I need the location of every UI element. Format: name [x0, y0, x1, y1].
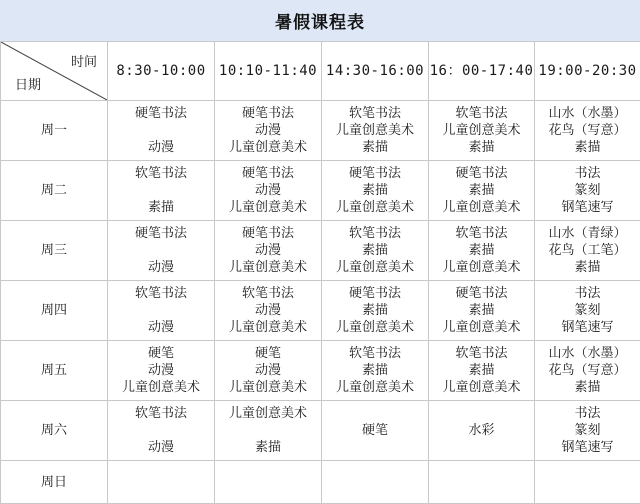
course-line: [108, 242, 214, 259]
course-line: 硬笔: [108, 345, 214, 362]
course-line: 素描: [535, 259, 640, 276]
course-line: 软笔书法: [322, 345, 428, 362]
course-line: [108, 302, 214, 319]
course-line: 动漫: [215, 122, 321, 139]
course-list: [429, 461, 534, 503]
course-line: 书法: [535, 285, 640, 302]
course-line: 花鸟（工笔）: [535, 242, 640, 259]
course-list: [429, 161, 534, 220]
course-list: [108, 341, 214, 400]
course-cell: [108, 221, 215, 281]
course-line: [108, 122, 214, 139]
course-list: [215, 221, 321, 280]
course-line: 硬笔书法: [215, 105, 321, 122]
course-line: 动漫: [108, 439, 214, 456]
course-line: [215, 422, 321, 439]
table-row: [1, 341, 640, 401]
corner-cell: [1, 42, 108, 101]
course-cell: [108, 461, 215, 504]
course-line: 钢笔速写: [535, 199, 640, 216]
course-list: [535, 101, 640, 160]
course-cell: [535, 341, 640, 401]
course-line: 书法: [535, 405, 640, 422]
course-line: 动漫: [108, 259, 214, 276]
day-label: 周五: [1, 341, 108, 401]
course-line: 软笔书法: [215, 285, 321, 302]
course-cell: [215, 401, 322, 461]
course-cell: [322, 461, 429, 504]
course-cell: [215, 101, 322, 161]
course-line: 儿童创意美术: [322, 122, 428, 139]
course-line: 动漫: [108, 139, 214, 156]
day-label: 周四: [1, 281, 108, 341]
course-cell: [322, 221, 429, 281]
course-list: [535, 281, 640, 340]
course-cell: [215, 281, 322, 341]
course-cell: [322, 281, 429, 341]
course-cell: [108, 101, 215, 161]
course-line: 硬笔书法: [322, 285, 428, 302]
course-list: [215, 401, 321, 460]
course-line: 动漫: [215, 182, 321, 199]
course-line: 儿童创意美术: [429, 319, 534, 336]
course-cell: [429, 221, 535, 281]
course-cell: [215, 461, 322, 504]
table-row: [1, 461, 640, 504]
course-line: 软笔书法: [429, 345, 534, 362]
course-list: [322, 461, 428, 503]
course-cell: [322, 161, 429, 221]
course-cell: [322, 341, 429, 401]
course-line: 软笔书法: [108, 405, 214, 422]
day-label: 周日: [1, 461, 108, 504]
course-line: 硬笔: [215, 345, 321, 362]
course-line: 花鸟（写意）: [535, 362, 640, 379]
course-line: 篆刻: [535, 302, 640, 319]
course-line: 素描: [322, 362, 428, 379]
course-line: 儿童创意美术: [322, 319, 428, 336]
course-line: 儿童创意美术: [429, 259, 534, 276]
course-list: [108, 221, 214, 280]
table-row: [1, 401, 640, 461]
course-list: [215, 101, 321, 160]
page-title: 暑假课程表: [0, 0, 640, 42]
course-cell: [429, 341, 535, 401]
course-list: [429, 341, 534, 400]
course-list: [108, 461, 214, 503]
course-cell: [535, 461, 640, 504]
course-line: 素描: [535, 139, 640, 156]
course-list: [429, 221, 534, 280]
course-list: [535, 161, 640, 220]
course-list: [429, 281, 534, 340]
course-line: 硬笔: [322, 422, 428, 439]
course-list: [108, 281, 214, 340]
course-line: 水彩: [429, 422, 534, 439]
course-list: [429, 401, 534, 460]
course-line: 硬笔书法: [322, 165, 428, 182]
course-line: 素描: [322, 182, 428, 199]
course-cell: [429, 461, 535, 504]
course-list: [108, 161, 214, 220]
course-line: [108, 182, 214, 199]
course-line: 软笔书法: [322, 105, 428, 122]
course-cell: [535, 281, 640, 341]
course-list: [429, 101, 534, 160]
course-line: 山水（水墨）: [535, 345, 640, 362]
course-list: [322, 341, 428, 400]
course-cell: [429, 281, 535, 341]
time-axis-label: 时间: [71, 54, 97, 71]
table-row: [1, 221, 640, 281]
time-slot-header: 8:30-10:00: [108, 42, 215, 101]
course-line: 动漫: [215, 302, 321, 319]
header-row: [1, 42, 640, 101]
course-line: 素描: [429, 182, 534, 199]
course-line: 动漫: [108, 319, 214, 336]
day-label: 周二: [1, 161, 108, 221]
course-list: [535, 221, 640, 280]
course-cell: [215, 161, 322, 221]
course-cell: [535, 401, 640, 461]
course-list: [108, 101, 214, 160]
course-line: 儿童创意美术: [215, 259, 321, 276]
table-row: [1, 101, 640, 161]
course-line: 花鸟（写意）: [535, 122, 640, 139]
course-line: 硬笔书法: [108, 105, 214, 122]
course-line: 儿童创意美术: [322, 259, 428, 276]
course-line: 软笔书法: [429, 105, 534, 122]
course-line: 软笔书法: [429, 225, 534, 242]
time-slot-header: 16：00-17:40: [429, 42, 535, 101]
course-list: [322, 221, 428, 280]
course-line: 山水（水墨）: [535, 105, 640, 122]
course-line: 软笔书法: [108, 165, 214, 182]
course-line: 硬笔书法: [429, 165, 534, 182]
day-label: 周一: [1, 101, 108, 161]
course-line: 素描: [535, 379, 640, 396]
course-line: 素描: [108, 199, 214, 216]
course-list: [322, 101, 428, 160]
table-row: [1, 161, 640, 221]
course-line: 儿童创意美术: [429, 122, 534, 139]
course-cell: [215, 341, 322, 401]
course-line: 硬笔书法: [108, 225, 214, 242]
course-cell: [108, 161, 215, 221]
course-line: 书法: [535, 165, 640, 182]
course-list: [535, 401, 640, 460]
course-line: 素描: [322, 139, 428, 156]
day-label: 周六: [1, 401, 108, 461]
course-line: 动漫: [108, 362, 214, 379]
course-list: [108, 401, 214, 460]
course-list: [322, 161, 428, 220]
course-line: 儿童创意美术: [322, 379, 428, 396]
course-line: 硬笔书法: [429, 285, 534, 302]
course-list: [322, 281, 428, 340]
course-list: [215, 161, 321, 220]
course-line: 儿童创意美术: [429, 379, 534, 396]
course-list: [535, 341, 640, 400]
course-cell: [108, 341, 215, 401]
course-cell: [429, 101, 535, 161]
schedule-table: [0, 41, 640, 504]
course-list: [215, 461, 321, 503]
course-line: 钢笔速写: [535, 319, 640, 336]
course-line: 儿童创意美术: [215, 379, 321, 396]
course-line: 素描: [322, 242, 428, 259]
course-line: 软笔书法: [108, 285, 214, 302]
course-line: 素描: [429, 362, 534, 379]
course-line: 儿童创意美术: [322, 199, 428, 216]
course-cell: [429, 401, 535, 461]
day-label: 周三: [1, 221, 108, 281]
course-line: 软笔书法: [322, 225, 428, 242]
course-line: [108, 422, 214, 439]
course-line: 篆刻: [535, 182, 640, 199]
course-line: 儿童创意美术: [215, 139, 321, 156]
time-slot-header: 14:30-16:00: [322, 42, 429, 101]
date-axis-label: 日期: [15, 77, 41, 94]
course-cell: [215, 221, 322, 281]
course-list: [215, 341, 321, 400]
course-list: [215, 281, 321, 340]
course-line: 儿童创意美术: [215, 405, 321, 422]
course-cell: [108, 281, 215, 341]
course-list: [322, 401, 428, 460]
course-line: 儿童创意美术: [429, 199, 534, 216]
course-line: 硬笔书法: [215, 165, 321, 182]
time-slot-header: 10:10-11:40: [215, 42, 322, 101]
course-line: 动漫: [215, 362, 321, 379]
course-line: 素描: [322, 302, 428, 319]
course-line: 篆刻: [535, 422, 640, 439]
course-cell: [535, 161, 640, 221]
course-cell: [429, 161, 535, 221]
course-line: 钢笔速写: [535, 439, 640, 456]
course-cell: [108, 401, 215, 461]
course-line: 素描: [215, 439, 321, 456]
table-row: [1, 281, 640, 341]
course-line: 儿童创意美术: [108, 379, 214, 396]
course-list: [535, 461, 640, 503]
course-line: 素描: [429, 242, 534, 259]
course-line: 儿童创意美术: [215, 319, 321, 336]
course-cell: [535, 221, 640, 281]
course-line: 山水（青绿）: [535, 225, 640, 242]
course-line: 动漫: [215, 242, 321, 259]
course-cell: [535, 101, 640, 161]
course-line: 素描: [429, 139, 534, 156]
course-cell: [322, 401, 429, 461]
course-cell: [322, 101, 429, 161]
course-line: 素描: [429, 302, 534, 319]
time-slot-header: 19:00-20:30: [535, 42, 640, 101]
course-line: 儿童创意美术: [215, 199, 321, 216]
course-line: 硬笔书法: [215, 225, 321, 242]
